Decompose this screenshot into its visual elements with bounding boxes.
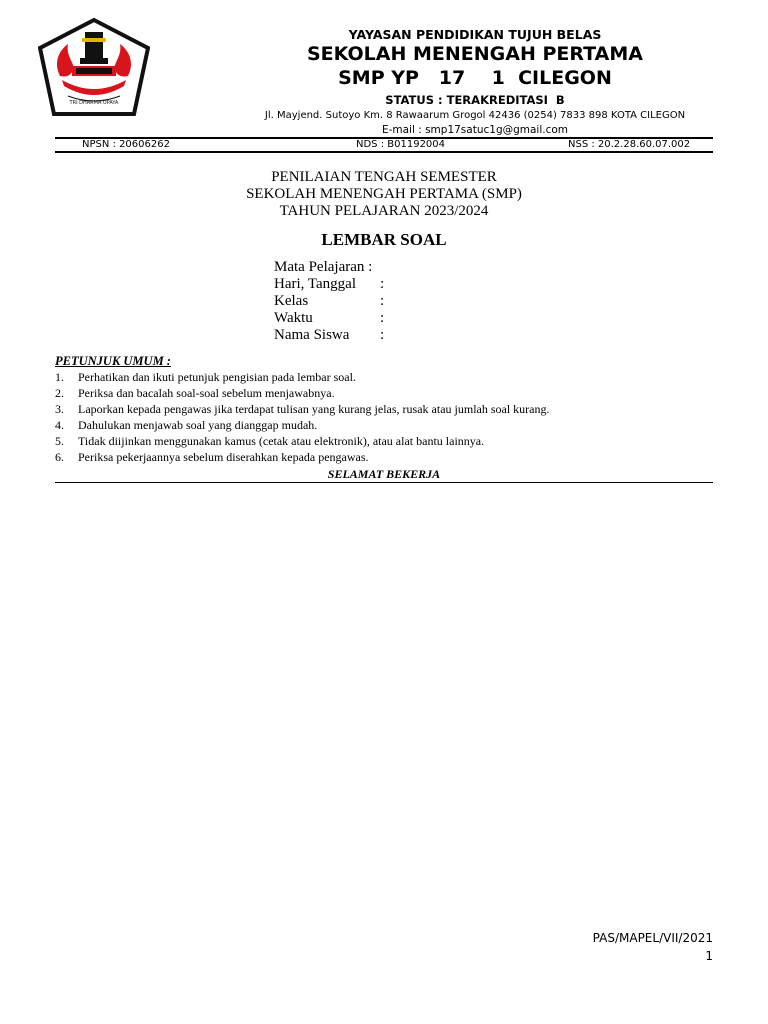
document-code: PAS/MAPEL/VII/2021 [592, 931, 713, 945]
field-date-label: Hari, Tanggal [274, 276, 356, 292]
instruction-text: Periksa dan bacalah soal-soal sebelum menjawabnya. [78, 386, 335, 400]
accreditation-status: STATUS : TERAKREDITASI B [385, 93, 565, 107]
field-student-label: Nama Siswa [274, 327, 350, 343]
page-number: 1 [705, 949, 713, 963]
field-time-label: Waktu [274, 310, 313, 326]
school-type: SEKOLAH MENENGAH PERTAMA [307, 43, 643, 65]
field-time-colon: : [380, 310, 385, 326]
foundation-name: YAYASAN PENDIDIKAN TUJUH BELAS [348, 27, 602, 42]
instruction-text: Periksa pekerjaannya sebelum diserahkan kepada pengawas. [78, 450, 369, 464]
field-subject-label: Mata Pelajaran : [274, 259, 373, 275]
field-class-label: Kelas [274, 293, 309, 309]
instruction-number: 6. [55, 450, 64, 464]
logo-motto: TRI DHARMA UPAYA [69, 100, 119, 106]
instruction-text: Laporkan kepada pengawas jika terdapat tulisan yang kurang jelas, rusak atau jumlah soal kurang. [78, 402, 550, 416]
school-email: E-mail : smp17satuc1g@gmail.com [381, 124, 569, 136]
exam-level: SEKOLAH MENENGAH PERTAMA (SMP) [246, 186, 522, 202]
instruction-number: 5. [55, 434, 64, 448]
school-name: SMP YP 17 1 CILEGON [338, 67, 612, 89]
instruction-number: 2. [55, 386, 64, 400]
instruction-number: 4. [55, 418, 64, 432]
npsn-number: NPSN : 20606262 [82, 139, 170, 150]
instructions-rule [55, 482, 713, 483]
closing-text: SELAMAT BEKERJA [327, 467, 441, 481]
school-logo [38, 18, 150, 118]
sheet-title: LEMBAR SOAL [321, 230, 447, 249]
instructions-title: PETUNJUK UMUM : [55, 354, 171, 368]
instruction-number: 3. [55, 402, 64, 416]
nds-number: NDS : B01192004 [356, 139, 446, 150]
header-rule-bottom [55, 151, 713, 153]
school-address: Jl. Mayjend. Sutoyo Km. 8 Rawaarum Grogol 42436 (0254) 7833 898 KOTA CILEGON [264, 110, 686, 121]
field-date-colon: : [380, 276, 385, 292]
field-class-colon: : [380, 293, 385, 309]
exam-name: PENILAIAN TENGAH SEMESTER [271, 169, 497, 185]
instruction-number: 1. [55, 370, 64, 384]
field-student-colon: : [380, 327, 385, 343]
instruction-text: Dahulukan menjawab soal yang dianggap mudah. [78, 418, 318, 432]
instruction-text: Perhatikan dan ikuti petunjuk pengisian pada lembar soal. [78, 370, 356, 384]
exam-year: TAHUN PELAJARAN 2023/2024 [279, 203, 489, 219]
nss-number: NSS : 20.2.28.60.07.002 [568, 139, 691, 150]
instruction-text: Tidak diijinkan menggunakan kamus (cetak atau elektronik), atau alat bantu lainnya. [78, 434, 485, 448]
